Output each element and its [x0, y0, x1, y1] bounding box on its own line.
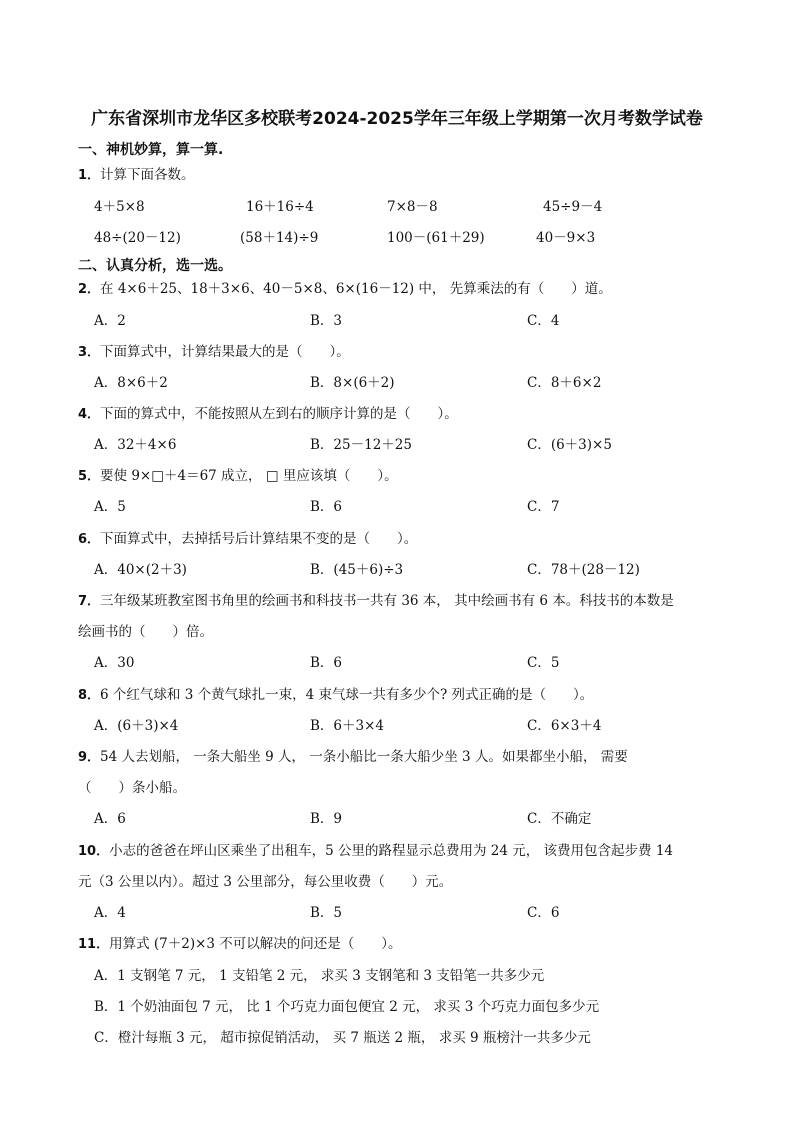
question-number: 5． [78, 469, 101, 484]
option-b: B．6 [310, 499, 343, 515]
question-11 [78, 935, 402, 954]
option-b: B．1 个奶油面包 7 元， 比 1 个巧克力面包便宜 2 元， 求买 3 个巧克力面包多少元 [94, 999, 600, 1015]
calc-item-7: 100－(61＋29) [387, 230, 485, 246]
question-4 [78, 405, 458, 424]
option-c: C．不确定 [527, 811, 592, 827]
question-text: 6 个红气球和 3 个黄气球扎一束，4 束气球一共有多少个? 列式正确的是（ ）。 [100, 687, 594, 703]
option-c: C．5 [527, 655, 560, 671]
option-b: B．3 [310, 313, 343, 329]
question-9-continued: （ ）条小船。 [78, 780, 186, 796]
option-c: C．4 [527, 313, 560, 329]
option-b: B．(45＋6)÷3 [310, 562, 404, 578]
question-text: 下面算式中，去掉括号后计算结果不变的是（ ）。 [100, 531, 418, 547]
calc-item-4: 45÷9－4 [543, 199, 603, 215]
question-7-continued: 绘画书的（ ）倍。 [78, 624, 213, 640]
question-2 [78, 280, 612, 299]
question-8 [78, 686, 593, 705]
calc-item-6: (58＋14)÷9 [240, 230, 319, 246]
question-text: 下面算式中，计算结果最大的是（ ）。 [100, 344, 350, 360]
question-number: 11． [78, 937, 110, 952]
option-a: A．(6＋3)×4 [94, 718, 179, 734]
question-number: 2． [78, 282, 101, 297]
question-number: 3． [78, 345, 101, 360]
question-9 [78, 748, 628, 767]
option-c: C．6×3＋4 [527, 718, 602, 734]
calc-item-8: 40－9×3 [536, 230, 596, 246]
option-a: A．30 [94, 655, 135, 671]
question-6 [78, 530, 417, 549]
question-5 [78, 467, 398, 486]
option-c: C．(6＋3)×5 [527, 437, 612, 453]
question-text: 在 4×6＋25、18＋3×6、40－5×8、6×(16－12) 中， 先算乘法的有（ ）道。 [100, 281, 612, 297]
option-b: B．25－12＋25 [310, 437, 412, 453]
question-text: 要使 9×□＋4＝67 成立， □ 里应该填（ ）。 [100, 468, 398, 484]
option-c: C．6 [527, 905, 560, 921]
option-b: B．8×(6＋2) [310, 375, 395, 391]
question-number: 1． [78, 168, 101, 183]
option-b: B．5 [310, 905, 343, 921]
option-a: A．4 [94, 905, 126, 921]
question-number: 10． [78, 844, 110, 859]
option-a: A．2 [94, 313, 126, 329]
question-text: 小志的爸爸在坪山区乘坐了出租车，5 公里的路程显示总费用为 24 元， 该费用包含起步费 14 [109, 843, 673, 859]
section-heading-1: 一、神机妙算，算一算. [78, 142, 224, 158]
option-c: C．7 [527, 499, 560, 515]
option-c: C．8＋6×2 [527, 375, 602, 391]
question-10 [78, 842, 673, 861]
option-a: A．1 支钢笔 7 元， 1 支铅笔 2 元， 求买 3 支钢笔和 3 支铅笔一共多少元 [94, 968, 545, 984]
question-1 [78, 166, 195, 185]
option-c: C．橙汁每瓶 3 元， 超市掠促销活动， 买 7 瓶送 2 瓶， 求买 9 瓶榜汁一共多少元 [94, 1030, 591, 1046]
question-number: 4． [78, 407, 101, 422]
question-10-continued: 元（3 公里以内）。超过 3 公里部分，每公里收费（ ）元。 [78, 874, 453, 890]
calc-item-2: 16＋16÷4 [246, 199, 314, 215]
option-b: B．6＋3×4 [310, 718, 384, 734]
question-7 [78, 592, 674, 611]
option-a: A．8×6＋2 [94, 375, 168, 391]
question-text: 下面的算式中，不能按照从左到右的顺序计算的是（ ）。 [100, 406, 458, 422]
option-a: A．32＋4×6 [94, 437, 177, 453]
calc-item-3: 7×8－8 [387, 199, 438, 215]
option-b: B．9 [310, 811, 343, 827]
question-number: 7． [78, 594, 101, 609]
calc-item-1: 4＋5×8 [94, 199, 145, 215]
calc-item-5: 48÷(20－12) [94, 230, 181, 246]
question-text: 54 人去划船， 一条大船坐 9 人， 一条小船比一条大船少坐 3 人。如果都坐小船， 需要 [100, 749, 628, 765]
question-number: 8． [78, 688, 101, 703]
question-text: 用算式 (7＋2)×3 不可以解决的问还是（ ）。 [109, 936, 402, 952]
question-text: 计算下面各数。 [100, 167, 195, 183]
option-a: A．6 [94, 811, 126, 827]
option-a: A．5 [94, 499, 126, 515]
option-c: C．78＋(28－12) [527, 562, 640, 578]
page-title: 广东省深圳市龙华区多校联考2024-2025学年三年级上学期第一次月考数学试卷 [91, 109, 703, 129]
question-3 [78, 343, 350, 362]
question-text: 三年级某班教室图书角里的绘画书和科技书一共有 36 本， 其中绘画书有 6 本。科技书的本数是 [100, 593, 674, 609]
section-heading-2: 二、认真分析，选一选。 [78, 258, 232, 274]
question-number: 6． [78, 532, 101, 547]
option-a: A．40×(2＋3) [94, 562, 187, 578]
question-number: 9． [78, 750, 101, 765]
option-b: B．6 [310, 655, 343, 671]
